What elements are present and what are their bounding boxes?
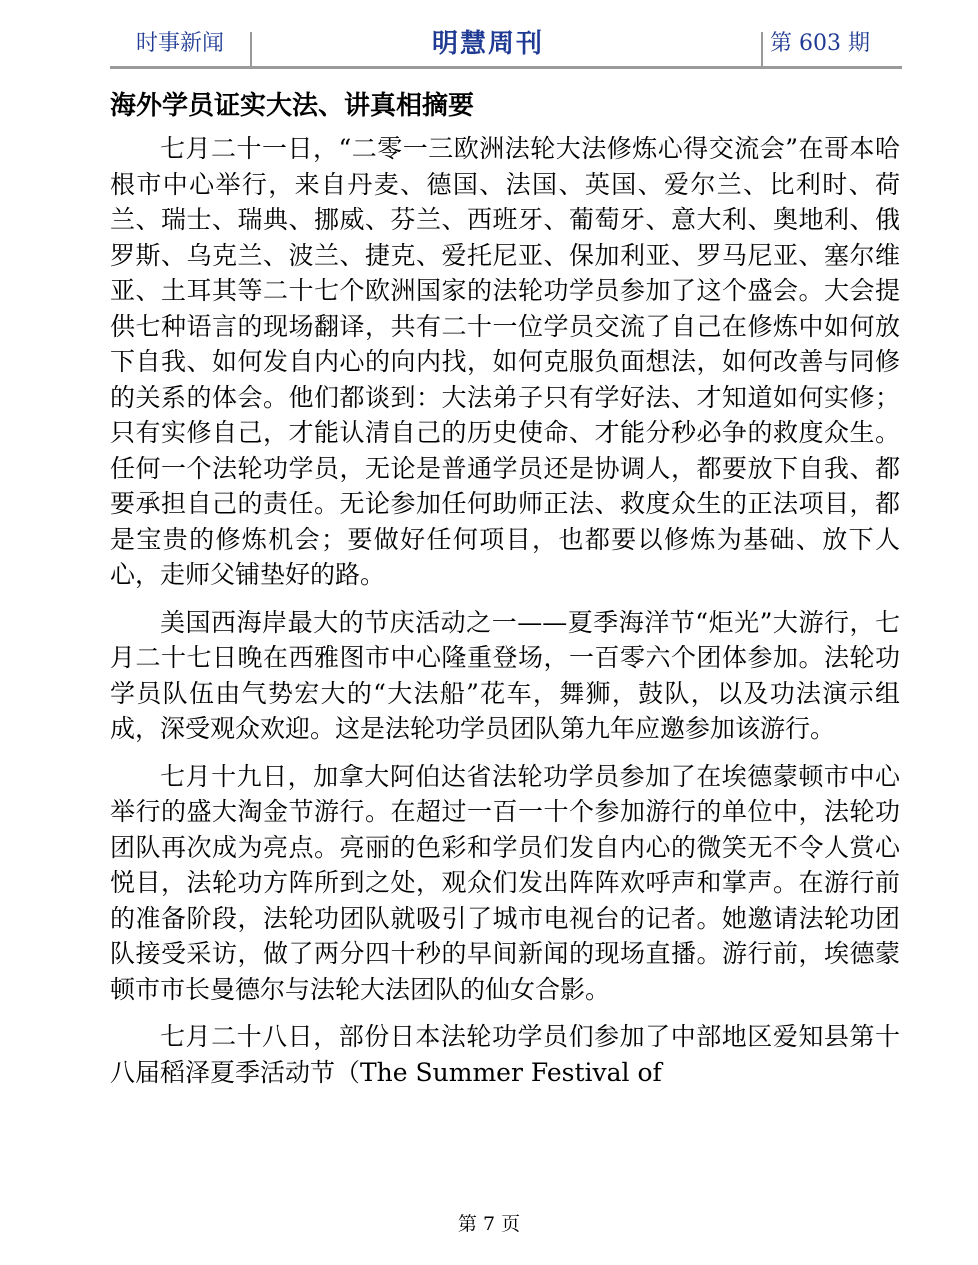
article-paragraph: 美国西海岸最大的节庆活动之一——夏季海洋节“炬光”大游行，七月二十七日晚在西雅图市中心隆重登场，一百零六个团体参加。法轮功学员队伍由气势宏大的“大法船”花车，舞狮，鼓队，以及功法演示组成，深受观众欢迎。这是法轮功学员团队第九年应邀参加该游行。 — [110, 607, 900, 743]
article-paragraph: 七月二十一日，“二零一三欧洲法轮大法修炼心得交流会”在哥本哈根市中心举行，来自丹麦、德国、法国、英国、爱尔兰、比利时、荷兰、瑞士、瑞典、挪威、芬兰、西班牙、葡萄牙、意大利、奥地利、俄罗斯、乌克兰、波兰、捷克、爱托尼亚、保加利亚、罗马尼亚、塞尔维亚、土耳其等二十七个欧洲国家的法轮功学员参加了这个盛会。大会提供七种语言的现场翻译，共有二十一位学员交流了自己在修炼中如何放下自我、如何发自内心的向内找，如何克服负面想法，如何改善与同修的关系的体会。他们都谈到：大法弟子只有学好法、才知道如何实修；只有实修自己，才能认清自己的历史使命、才能分秒必争的救度众生。任何一个法轮功学员，无论是普通学员还是协调人，都要放下自我、都要承担自己的责任。无论参加任何助师正法、救度众生的正法项目，都是宝贵的修炼机会；要做好任何项目，也都要以修炼为基础、放下人心，走师父铺垫好的路。 — [110, 134, 900, 589]
article-paragraph: 七月十九日，加拿大阿伯达省法轮功学员参加了在埃德蒙顿市中心举行的盛大淘金节游行。在超过一百一十个参加游行的单位中，法轮功团队再次成为亮点。亮丽的色彩和学员们发自内心的微笑无不令人赏心悦目，法轮功方阵所到之处，观众们发出阵阵欢呼声和掌声。在游行前的准备阶段，法轮功团队就吸引了城市电视台的记者。她邀请法轮功团队接受采访，做了两分四十秒的早间新闻的现场直播。游行前，埃德蒙顿市市长曼德尔与法轮大法团队的仙女合影。 — [110, 761, 900, 1004]
header-divider-right — [761, 32, 763, 66]
section-label: 时事新闻 — [136, 31, 225, 56]
issue-number: 第 603 期 — [770, 31, 870, 56]
publication-title: 明慧周刊 — [432, 29, 545, 59]
article — [110, 86, 900, 1102]
article-paragraph: 七月二十八日，部份日本法轮功学员们参加了中部地区爱知县第十八届稻泽夏季活动节（The Summer Festival of — [110, 1022, 900, 1087]
article-title: 海外学员证实大法、讲真相摘要 — [110, 91, 475, 121]
page-header — [110, 24, 902, 68]
header-rule — [110, 66, 902, 69]
header-divider-left — [250, 32, 252, 66]
page-number: 第 7 页 — [457, 1213, 521, 1235]
